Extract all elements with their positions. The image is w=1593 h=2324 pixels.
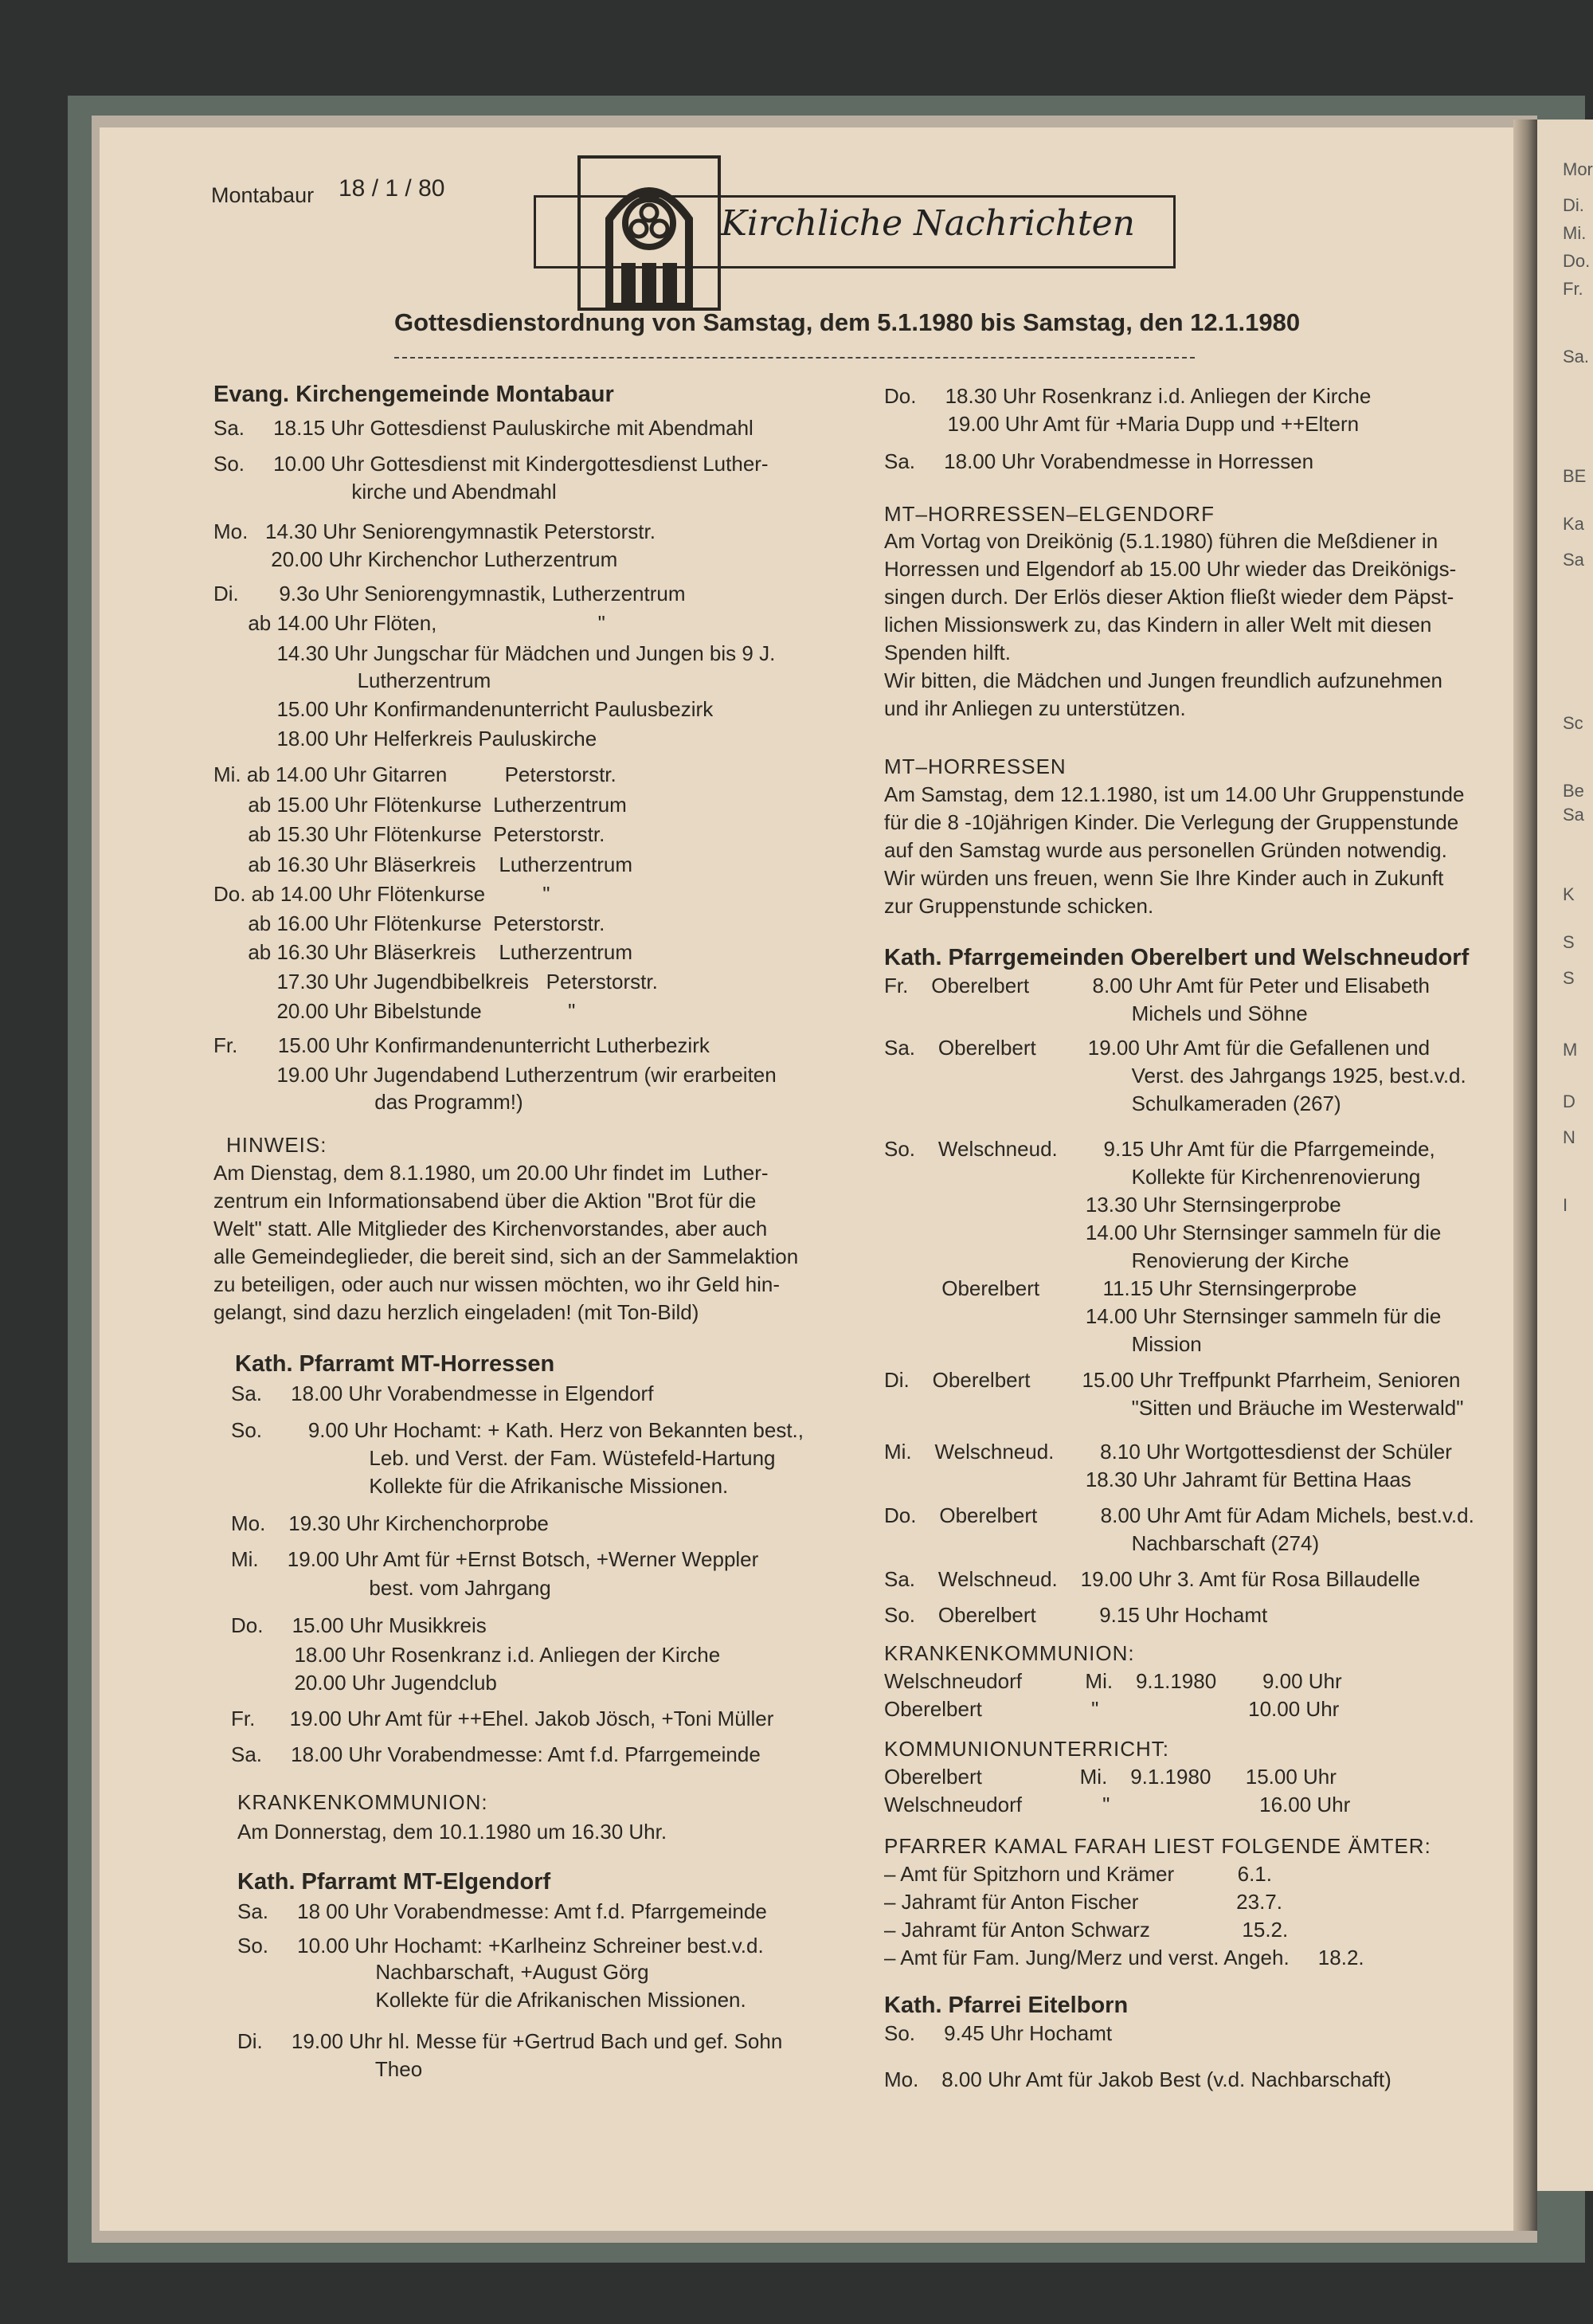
right-line: 14.00 Uhr Sternsinger sammeln für die <box>884 1221 1442 1244</box>
right-line: Nachbarschaft (274) <box>884 1531 1320 1555</box>
right-line: Schulkameraden (267) <box>884 1091 1341 1115</box>
right-line: Oberelbert 11.15 Uhr Sternsingerprobe <box>884 1276 1357 1300</box>
right-line: zur Gruppenstunde schicken. <box>884 894 1154 918</box>
right-line: Horressen und Elgendorf ab 15.00 Uhr wieder das Dreikönigs- <box>884 557 1457 581</box>
next-page-fragment: Sa. <box>1563 347 1590 366</box>
right-line: Mo. 8.00 Uhr Amt für Jakob Best (v.d. Nachbarschaft) <box>884 2067 1391 2091</box>
next-page-fragment: Sa <box>1563 805 1584 825</box>
right-line: singen durch. Der Erlös dieser Aktion fließt wieder dem Päpst- <box>884 585 1454 609</box>
next-page-fragment: I <box>1563 1195 1568 1215</box>
right-line: und ihr Anliegen zu unterstützen. <box>884 696 1186 720</box>
left-line: alle Gemeindeglieder, die bereit sind, sich an der Sammelaktion <box>213 1244 799 1268</box>
left-line: 18.00 Uhr Rosenkranz i.d. Anliegen der Kirche <box>231 1643 721 1667</box>
right-line: – Jahramt für Anton Schwarz 15.2. <box>884 1918 1289 1942</box>
left-line: Kollekte für die Afrikanischen Missionen. <box>237 1988 746 2012</box>
left-line: zu beteiligen, oder auch nur wissen möchten, wo ihr Geld hin- <box>213 1272 781 1296</box>
right-line: Welschneudorf " 16.00 Uhr <box>884 1793 1351 1816</box>
right-line: 13.30 Uhr Sternsingerprobe <box>884 1193 1341 1217</box>
left-line: Welt" statt. Alle Mitglieder des Kirchenvorstandes, aber auch <box>213 1217 768 1240</box>
next-page-fragment: Sa <box>1563 550 1584 570</box>
right-line: Verst. des Jahrgangs 1925, best.v.d. <box>884 1064 1466 1088</box>
left-line: 20.00 Uhr Bibelstunde " <box>213 999 576 1023</box>
left-line: Lutherzentrum <box>213 668 491 692</box>
right-section-heading: Kath. Pfarrei Eitelborn <box>884 1993 1129 2018</box>
left-line: 19.00 Uhr Jugendabend Lutherzentrum (wir erarbeiten <box>213 1063 777 1087</box>
left-line: Mi. 19.00 Uhr Amt für +Ernst Botsch, +Werner Weppler <box>231 1547 759 1571</box>
next-page-fragment: S <box>1563 968 1575 988</box>
left-line: Mi. ab 14.00 Uhr Gitarren Peterstorstr. <box>213 762 616 786</box>
next-page-fragment: Do. <box>1563 251 1591 271</box>
left-line: Nachbarschaft, +August Görg <box>237 1960 649 1984</box>
next-page-fragment: M <box>1563 1040 1578 1060</box>
left-line: 20.00 Uhr Kirchenchor Lutherzentrum <box>213 547 618 571</box>
right-line: Fr. Oberelbert 8.00 Uhr Amt für Peter und Elisabeth <box>884 974 1430 997</box>
right-subheading: KOMMUNIONUNTERRICHT: <box>884 1737 1169 1761</box>
left-line: Sa. 18 00 Uhr Vorabendmesse: Amt f.d. Pfarrgemeinde <box>237 1899 767 1923</box>
right-line: So. Welschneud. 9.15 Uhr Amt für die Pfarrgemeinde, <box>884 1137 1435 1161</box>
right-line: – Amt für Fam. Jung/Merz und verst. Angeh. 18.2. <box>884 1946 1364 1969</box>
right-line: Renovierung der Kirche <box>884 1248 1349 1272</box>
right-line: Mission <box>884 1332 1202 1356</box>
left-line: Fr. 15.00 Uhr Konfirmandenunterricht Lutherbezirk <box>213 1033 710 1057</box>
right-line: "Sitten und Bräuche im Westerwald" <box>884 1396 1464 1420</box>
left-line: ab 16.00 Uhr Flötenkurse Peterstorstr. <box>213 911 605 935</box>
left-line: 15.00 Uhr Konfirmandenunterricht Paulusbezirk <box>213 697 714 721</box>
right-line: So. 9.45 Uhr Hochamt <box>884 2021 1113 2045</box>
right-line: Mi. Welschneud. 8.10 Uhr Wortgottesdienst der Schüler <box>884 1440 1452 1464</box>
left-line: So. 10.00 Uhr Hochamt: +Karlheinz Schreiner best.v.d. <box>237 1934 764 1958</box>
right-line: Wir bitten, die Mädchen und Jungen freundlich aufzunehmen <box>884 668 1442 692</box>
left-line: 17.30 Uhr Jugendbibelkreis Peterstorstr. <box>213 970 658 993</box>
left-line: Do. ab 14.00 Uhr Flötenkurse " <box>213 882 550 906</box>
left-line: Leb. und Verst. der Fam. Wüstefeld-Hartung <box>231 1446 776 1470</box>
right-line: 14.00 Uhr Sternsinger sammeln für die <box>884 1304 1442 1328</box>
next-page-fragment: Mor <box>1563 159 1593 179</box>
right-line: 19.00 Uhr Amt für +Maria Dupp und ++Eltern <box>884 412 1360 436</box>
right-line: lichen Missionswerk zu, das Kindern in aller Welt mit diesen <box>884 613 1432 637</box>
left-line: 14.30 Uhr Jungschar für Mädchen und Jungen bis 9 J. <box>213 641 776 665</box>
left-line: Sa. 18.00 Uhr Vorabendmesse: Amt f.d. Pfarrgemeinde <box>231 1742 761 1766</box>
next-page-fragment: Ka <box>1563 514 1584 534</box>
left-line: zentrum ein Informationsabend über die Aktion "Brot für die <box>213 1189 757 1213</box>
left-subheading: HINWEIS: <box>226 1133 327 1157</box>
title-underline <box>394 357 1195 359</box>
right-line: Do. Oberelbert 8.00 Uhr Amt für Adam Michels, best.v.d. <box>884 1503 1474 1527</box>
left-line: ab 15.00 Uhr Flötenkurse Lutherzentrum <box>213 793 627 817</box>
left-subheading: KRANKENKOMMUNION: <box>237 1790 488 1814</box>
schedule-title: Gottesdienstordnung von Samstag, dem 5.1.1980 bis Samstag, den 12.1.1980 <box>394 308 1301 336</box>
right-line: Di. Oberelbert 15.00 Uhr Treffpunkt Pfarrheim, Senioren <box>884 1368 1461 1392</box>
left-line: Sa. 18.00 Uhr Vorabendmesse in Elgendorf <box>231 1381 654 1405</box>
right-line: Sa. Welschneud. 19.00 Uhr 3. Amt für Rosa Billaudelle <box>884 1567 1420 1591</box>
next-page-fragment: N <box>1563 1127 1575 1147</box>
left-line: ab 15.30 Uhr Flötenkurse Peterstorstr. <box>213 822 605 846</box>
left-line: Mo. 19.30 Uhr Kirchenchorprobe <box>231 1511 549 1535</box>
right-line: Wir würden uns freuen, wenn Sie Ihre Kinder auch in Zukunft <box>884 866 1444 890</box>
left-section-heading: Evang. Kirchengemeinde Montabaur <box>213 382 614 407</box>
next-page-fragment: Be <box>1563 781 1584 801</box>
left-line: Do. 15.00 Uhr Musikkreis <box>231 1613 487 1637</box>
left-line: ab 16.30 Uhr Bläserkreis Lutherzentrum <box>213 852 633 876</box>
left-section-heading: Kath. Pfarramt MT-Elgendorf <box>237 1869 551 1895</box>
right-line: – Amt für Spitzhorn und Krämer 6.1. <box>884 1862 1272 1886</box>
right-subheading: MT–HORRESSEN <box>884 754 1067 778</box>
next-page-edge <box>1537 120 1593 2191</box>
right-line: Kollekte für Kirchenrenovierung <box>884 1165 1421 1189</box>
next-page-fragment: Mi. <box>1563 223 1587 243</box>
left-line: ab 14.00 Uhr Flöten, " <box>213 611 605 635</box>
left-line: ab 16.30 Uhr Bläserkreis Lutherzentrum <box>213 940 633 964</box>
left-line: 20.00 Uhr Jugendclub <box>231 1671 497 1695</box>
place-label: Montabaur <box>211 183 315 207</box>
right-line: Am Vortag von Dreikönig (5.1.1980) führen die Meßdiener in <box>884 529 1438 553</box>
next-page-fragment: Sc <box>1563 713 1583 733</box>
left-line: Di. 19.00 Uhr hl. Messe für +Gertrud Bach und gef. Sohn <box>237 2029 783 2053</box>
right-line: Michels und Söhne <box>884 1001 1308 1025</box>
right-line: Welschneudorf Mi. 9.1.1980 9.00 Uhr <box>884 1669 1342 1693</box>
issue-number: 18 / 1 / 80 <box>339 175 445 202</box>
right-line: für die 8 -10jährigen Kinder. Die Verlegung der Gruppenstunde <box>884 810 1459 834</box>
next-page-fragment: BE <box>1563 466 1587 486</box>
next-page-fragment: S <box>1563 932 1575 952</box>
right-subheading: MT–HORRESSEN–ELGENDORF <box>884 502 1215 526</box>
left-line: gelangt, sind dazu herzlich eingeladen! (mit Ton-Bild) <box>213 1300 699 1324</box>
next-page-fragment: Di. <box>1563 195 1584 215</box>
next-page-fragment: D <box>1563 1091 1575 1111</box>
left-line: best. vom Jahrgang <box>231 1576 551 1600</box>
left-line: So. 10.00 Uhr Gottesdienst mit Kindergottesdienst Luther- <box>213 452 769 476</box>
left-line: Am Dienstag, dem 8.1.1980, um 20.00 Uhr findet im Luther- <box>213 1161 769 1185</box>
left-line: Am Donnerstag, dem 10.1.1980 um 16.30 Uhr. <box>237 1820 667 1844</box>
masthead-title: Kirchliche Nachrichten <box>721 203 1135 244</box>
left-line: Sa. 18.15 Uhr Gottesdienst Pauluskirche mit Abendmahl <box>213 416 753 440</box>
right-line: Am Samstag, dem 12.1.1980, ist um 14.00 Uhr Gruppenstunde <box>884 782 1465 806</box>
right-subheading: PFARRER KAMAL FARAH LIEST FOLGENDE ÄMTER: <box>884 1834 1431 1858</box>
left-line: Mo. 14.30 Uhr Seniorengymnastik Peterstorstr. <box>213 519 656 543</box>
right-line: 18.30 Uhr Jahramt für Bettina Haas <box>884 1468 1411 1491</box>
right-line: Oberelbert Mi. 9.1.1980 15.00 Uhr <box>884 1765 1337 1789</box>
next-page-fragment: K <box>1563 884 1575 904</box>
right-section-heading: Kath. Pfarrgemeinden Oberelbert und Welschneudorf <box>884 945 1470 970</box>
right-line: So. Oberelbert 9.15 Uhr Hochamt <box>884 1603 1268 1627</box>
left-line: So. 9.00 Uhr Hochamt: + Kath. Herz von Bekannten best., <box>231 1418 804 1442</box>
left-line: Fr. 19.00 Uhr Amt für ++Ehel. Jakob Jösch, +Toni Müller <box>231 1707 774 1730</box>
left-section-heading: Kath. Pfarramt MT-Horressen <box>235 1351 555 1377</box>
right-line: – Jahramt für Anton Fischer 23.7. <box>884 1890 1282 1914</box>
left-line: Kollekte für die Afrikanische Missionen. <box>231 1474 729 1498</box>
right-subheading: KRANKENKOMMUNION: <box>884 1641 1135 1665</box>
right-line: Do. 18.30 Uhr Rosenkranz i.d. Anliegen der Kirche <box>884 384 1372 408</box>
right-line: Sa. 18.00 Uhr Vorabendmesse in Horressen <box>884 449 1314 473</box>
left-line: Di. 9.3o Uhr Seniorengymnastik, Lutherzentrum <box>213 582 686 605</box>
left-line: Theo <box>237 2057 423 2081</box>
page-gutter <box>1513 120 1537 2231</box>
right-line: auf den Samstag wurde aus personellen Gründen notwendig. <box>884 838 1447 862</box>
left-line: das Programm!) <box>213 1090 523 1114</box>
left-line: 18.00 Uhr Helferkreis Pauluskirche <box>213 727 597 750</box>
right-line: Oberelbert " 10.00 Uhr <box>884 1697 1340 1721</box>
right-line: Sa. Oberelbert 19.00 Uhr Amt für die Gefallenen und <box>884 1036 1431 1060</box>
next-page-fragment: Fr. <box>1563 279 1583 299</box>
right-line: Spenden hilft. <box>884 641 1012 664</box>
left-line: kirche und Abendmahl <box>213 480 557 504</box>
